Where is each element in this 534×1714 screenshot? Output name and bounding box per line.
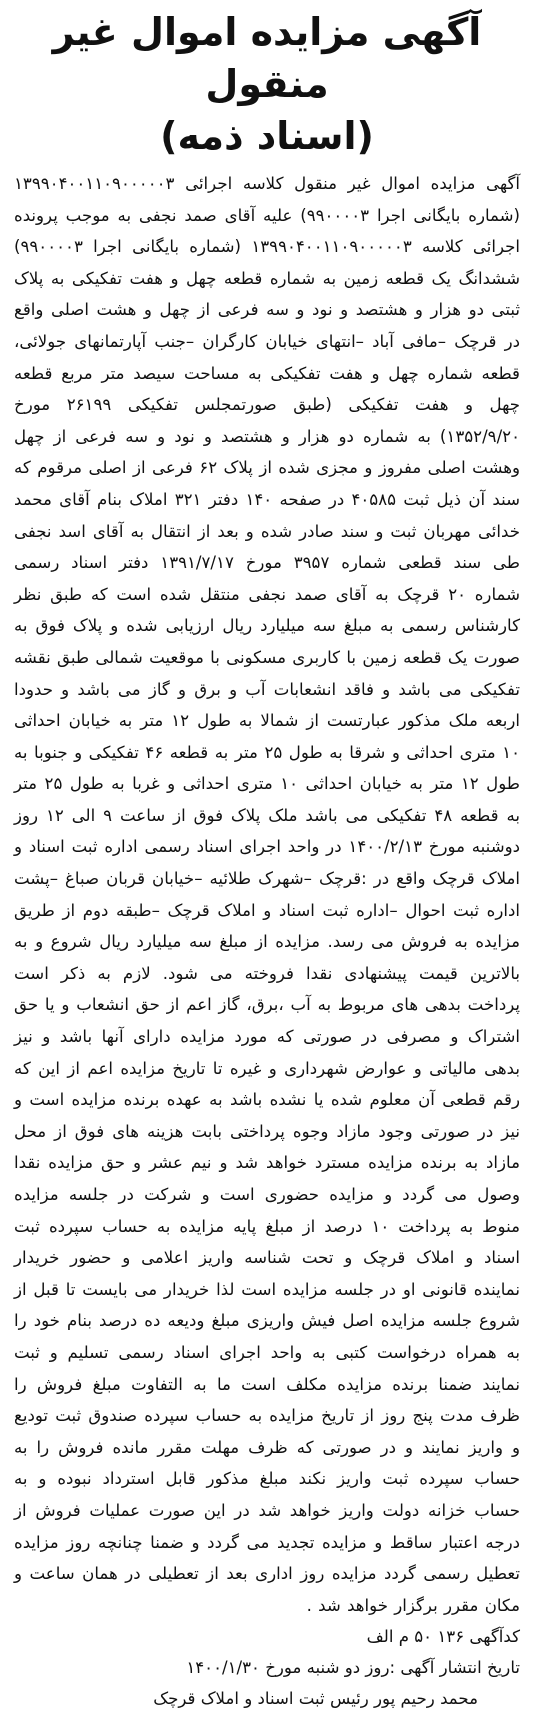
publication-date: تاریخ انتشار آگهی :روز دو شنبه مورخ ۱۴۰۰/۱/۳۰ — [186, 1658, 520, 1678]
signature: محمد رحیم پور رئیس ثبت اسناد و املاک قرچک — [153, 1689, 478, 1709]
notice-code: کدآگهی ۱۳۶ ۵۰ م الف — [366, 1627, 520, 1647]
notice-body: آگهی مزایده اموال غیر منقول کلاسه اجرائی ۱۳۹۹۰۴۰۰۱۱۰۹۰۰۰۰۰۳ (شماره بایگانی اجرا ۹۹۰۰۰۰۳) علیه آقای صمد نجفی به موجب پرونده اجرائی کلاسه ۱۳۹۹۰۴۰۰۱۱۰۹۰۰۰۰۰۳ (شماره بایگانی اجرا ۹۹۰۰۰۰۳) ششدانگ یک قطعه زمین به شماره قطعه چهل و هفت تفکیکی به پلاک ثبتی دو هزار و هشتصد و نود و سه فرعی از چهل و هشت اصلی واقع در قرچک –مافی آباد –انتهای خیابان کارگران –جنب آپارتمانهای جولائی، قطعه شماره چهل و هفت تفکیکی به مساحت سیصد متر مربع قطعه چهل و هفت تفکیکی (طبق صورتمجلس تفکیکی ۲۶۱۹۹ مورخ ۱۳۵۲/۹/۲۰) به شماره دو هزار و هشتصد و نود و سه فرعی از چهل وهشت اصلی مفروز و مجزی شده از پلاک ۶۲ فرعی از اصلی مرقوم که سند آن ذیل ثبت ۴۰۵۸۵ در صفحه ۱۴۰ دفتر ۳۲۱ املاک بنام آقای محمد خدائی مهربان ثبت و سند صادر شده و بعد از انتقال به آقای اسد نجفی طی سند قطعی شماره ۳۹۵۷ مورخ ۱۳۹۱/۷/۱۷ دفتر اسناد رسمی شماره ۲۰ قرچک به آقای صمد نجفی منتقل شده است که طبق نظر کارشناس رسمی به مبلغ سه میلیارد ریال ارزیابی شده و پلاک فوق به صورت یک قطعه زمین با کاربری مسکونی با موقعیت شمالی طبق نقشه تفکیکی می باشد و فاقد انشعابات آب و برق و گاز می باشد و حدودا اربعه ملک مذکور عبارتست از شمالا به طول ۱۲ متر به خیابان احداثی ۱۰ متری احداثی و شرقا به طول ۲۵ متر به قطعه ۴۶ تفکیکی و جنوبا به طول ۱۲ متر به خیابان احداثی ۱۰ متری احداثی و غربا به طول ۲۵ متر به قطعه ۴۸ تفکیکی می باشد ملک پلاک فوق از ساعت ۹ الی ۱۲ روز دوشنبه مورخ ۱۴۰۰/۲/۱۳ در واحد اجرای اسناد رسمی اداره ثبت اسناد و املاک قرچک واقع در :قرچک –شهرک طلائیه –خیابان قربان صباغ –پشت اداره ثبت احوال –اداره ثبت اسناد و املاک قرچک –طبقه دوم از طریق مزایده به فروش می رسد. مزایده از مبلغ سه میلیارد ریال شروع و به بالاترین قیمت پیشنهادی نقدا فروخته می شود. لازم به ذکر است پرداخت بدهی های مربوط به آب ،برق، گاز اعم از حق انشعاب و یا حق اشتراک و مصرفی در صورتی که مورد مزایده دارای آنها باشد و نیز بدهی مالیاتی و عوارض شهرداری و غیره تا تاریخ مزایده اعم از این که رقم قطعی آن معلوم شده یا نشده باشد به عهده برنده مزایده است و نیز در صورتی وجود مازاد وجوه پرداختی بابت هزینه های فوق از محل مازاد به برنده مزایده مسترد خواهد شد و نیم عشر و حق مزایده نقدا وصول می گردد و مزایده حضوری است و شرکت در جلسه مزایده منوط به پرداخت ۱۰ درصد از مبلغ پایه مزایده به حساب سپرده ثبت اسناد و املاک قرچک و تحت شناسه واریز اعلامی و حضور خریدار نماینده قانونی او در جلسه مزایده است لذا خریدار می بایست تا قبل از شروع جلسه مزایده اصل فیش واریزی مبلغ ودیعه ده درصد بنام خود را به همراه درخواست کتبی به واحد اجرای اسناد رسمی تسلیم و ثبت نمایند ضمنا برنده مزایده مکلف است ما به التفاوت مبلغ فروش را ظرف مدت پنج روز از تاریخ مزایده به حساب سپرده صندوق ثبت تودیع و واریز نمایند و در صورتی که ظرف مهلت مقرر مانده فروش را به حساب سپرده ثبت واریز نکند مبلغ مذکور قابل استرداد نبوده و به حساب خزانه دولت واریز خواهد شد در این صورت عملیات فروش از درجه اعتبار ساقط و مزایده تجدید می گردد و ضمنا چنانچه روز مزایده تعطیل رسمی گردد مزایده روز اداری بعد از تعطیلی در همان ساعت و مکان مقرر برگزار خواهد شد . — [14, 174, 521, 1615]
notice-subtitle: (اسناد ذمه) — [160, 114, 374, 158]
auction-notice — [6, 4, 528, 1709]
notice-title: آگهی مزایده اموال غیر منقول — [52, 10, 482, 106]
